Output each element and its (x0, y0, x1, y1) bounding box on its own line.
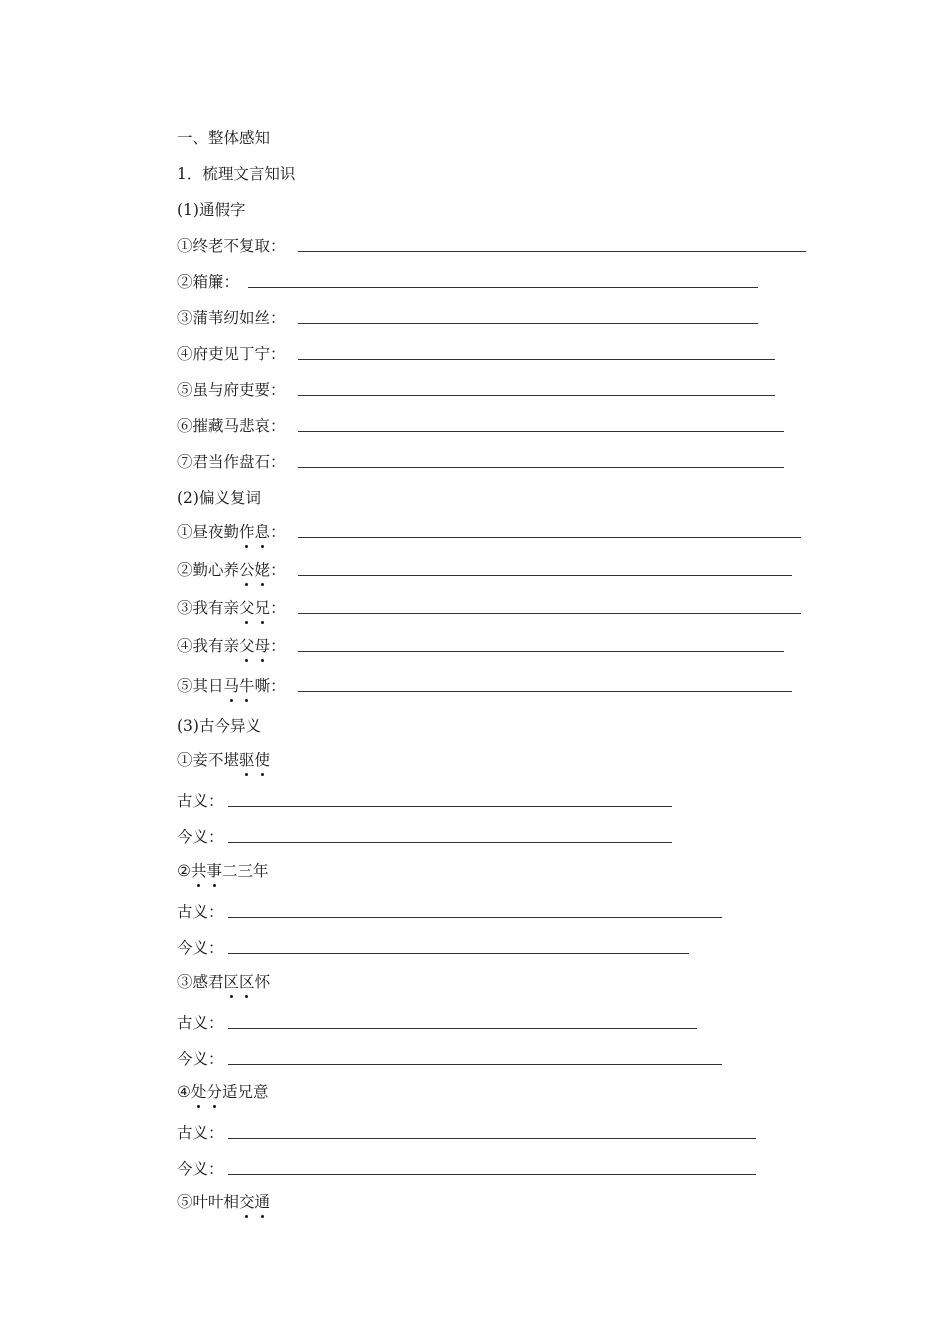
gujin-item-4: ④处分适兄意 (177, 1083, 269, 1101)
pianyi-heading: (2)偏义复词 (177, 489, 261, 507)
emphasis-char: 共 (190, 862, 207, 880)
answer-blank[interactable] (298, 467, 784, 468)
emphasis-char: 作 (239, 523, 255, 541)
emphasis-char: 交 (239, 1193, 255, 1211)
answer-blank[interactable] (248, 287, 758, 288)
emphasis-char: 驱 (239, 751, 255, 769)
tongjiazi-item-3: ③蒲苇纫如丝： (177, 309, 286, 327)
tongjiazi-item-2: ②箱簾： (177, 273, 240, 291)
jin-label: 今义： (177, 1160, 224, 1178)
tongjiazi-heading: (1)通假字 (177, 201, 246, 219)
pianyi-item-3: ③我有亲父兄： (177, 599, 286, 617)
emphasis-char: 父 (239, 637, 255, 655)
answer-blank[interactable] (228, 806, 672, 807)
tongjiazi-item-4: ④府吏见丁宁： (177, 345, 286, 363)
emphasis-char: 姥 (254, 561, 271, 579)
tongjiazi-item-7: ⑦君当作盘石： (177, 453, 286, 471)
answer-blank[interactable] (298, 251, 806, 252)
emphasis-char: 息 (254, 523, 271, 541)
emphasis-char: 分 (206, 1083, 222, 1101)
answer-blank[interactable] (228, 1174, 756, 1175)
emphasis-char: 事 (206, 862, 222, 880)
answer-blank[interactable] (228, 1064, 722, 1065)
emphasis-char: 区 (239, 973, 255, 991)
emphasis-char: 母 (254, 637, 271, 655)
tongjiazi-item-6: ⑥摧藏马悲哀： (177, 417, 286, 435)
pianyi-item-1: ①昼夜勤作息： (177, 523, 286, 541)
emphasis-char: 马 (223, 677, 240, 695)
gu-label: 古义： (177, 1124, 224, 1142)
tongjiazi-item-5: ⑤虽与府吏要： (177, 381, 286, 399)
jin-label: 今义： (177, 828, 224, 846)
emphasis-char: 处 (190, 1083, 207, 1101)
answer-blank[interactable] (228, 1138, 756, 1139)
emphasis-char: 使 (254, 751, 271, 769)
emphasis-char: 公 (239, 561, 255, 579)
answer-blank[interactable] (228, 953, 689, 954)
gujin-item-2: ②共事二三年 (177, 862, 269, 880)
subsection-title: 1．梳理文言知识 (177, 165, 296, 183)
tongjiazi-item-1: ①终老不复取： (177, 237, 286, 255)
gujin-item-1: ①妾不堪驱使 (177, 751, 271, 769)
answer-blank[interactable] (298, 323, 758, 324)
jin-label: 今义： (177, 1050, 224, 1068)
answer-blank[interactable] (298, 359, 775, 360)
gujin-item-5: ⑤叶叶相交通 (177, 1193, 271, 1211)
answer-blank[interactable] (228, 842, 672, 843)
section-title: 一、整体感知 (177, 129, 271, 147)
emphasis-char: 区 (223, 973, 240, 991)
emphasis-char: 兄 (254, 599, 271, 617)
answer-blank[interactable] (228, 1028, 697, 1029)
answer-blank[interactable] (298, 395, 775, 396)
answer-blank[interactable] (298, 613, 801, 614)
gu-label: 古义： (177, 792, 224, 810)
pianyi-item-4: ④我有亲父母： (177, 637, 286, 655)
answer-blank[interactable] (298, 651, 784, 652)
answer-blank[interactable] (298, 691, 792, 692)
answer-blank[interactable] (298, 431, 784, 432)
emphasis-char: 通 (254, 1193, 271, 1211)
pianyi-item-5: ⑤其日马牛嘶： (177, 677, 286, 695)
answer-blank[interactable] (298, 537, 801, 538)
emphasis-char: 父 (239, 599, 255, 617)
gu-label: 古义： (177, 1014, 224, 1032)
pianyi-item-2: ②勤心养公姥： (177, 561, 286, 579)
answer-blank[interactable] (298, 575, 792, 576)
emphasis-char: 牛 (239, 677, 255, 695)
jin-label: 今义： (177, 939, 224, 957)
answer-blank[interactable] (228, 917, 722, 918)
gujin-item-3: ③感君区区怀 (177, 973, 271, 991)
gu-label: 古义： (177, 903, 224, 921)
gujin-heading: (3)古今异义 (177, 717, 261, 735)
